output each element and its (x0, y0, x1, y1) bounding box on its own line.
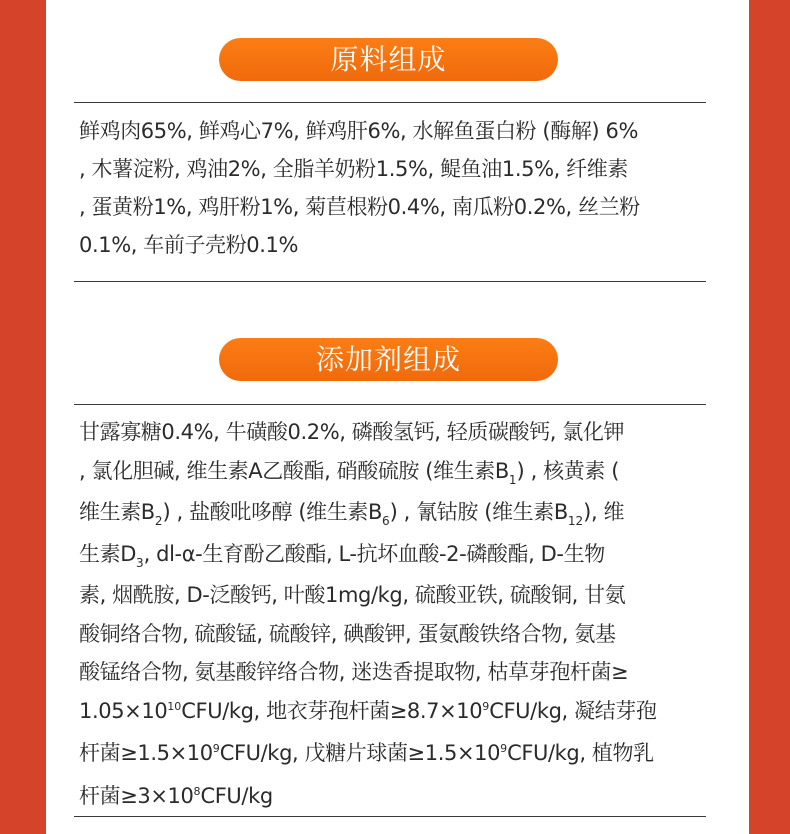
additives-line (79, 615, 739, 654)
text-run: ) , 盐酸吡哆醇 (维生素B (162, 500, 382, 524)
text-run: 杆菌≥3×10 (79, 783, 194, 808)
additives-line (79, 452, 739, 494)
ingredients-line: 0.1%, 车前子壳粉0.1% (79, 233, 299, 257)
text-run: 酸锰络合物, 氨基酸锌络合物, 迷迭香提取物, 枯草芽孢杆菌≥ (79, 660, 629, 684)
divider (74, 404, 706, 405)
ingredients-line: 鲜鸡肉65%, 鲜鸡心7%, 鲜鸡肝6%, 水解鱼蛋白粉 (酶解) 6% (79, 119, 639, 143)
text-run: CFU/kg (200, 783, 273, 808)
divider (74, 102, 706, 103)
subscript: 2 (154, 514, 163, 528)
text-run: 1.05×10 (79, 698, 168, 723)
ingredients-line: , 蛋黄粉1%, 鸡肝粉1%, 菊苣根粉0.4%, 南瓜粉0.2%, 丝兰粉 (79, 195, 640, 219)
text-run: CFU/kg, 凝结芽孢 (489, 698, 657, 723)
additives-line (79, 734, 739, 777)
superscript: 9 (482, 699, 490, 713)
text-run: , dl-α-生育酚乙酸酯, L-抗坏血酸-2-磷酸酯, D-生物 (143, 541, 605, 566)
additives-text (79, 413, 739, 819)
divider (74, 816, 706, 817)
ingredients-line: , 木薯淀粉, 鸡油2%, 全脂羊奶粉1.5%, 鳀鱼油1.5%, 纤维素 (79, 157, 628, 181)
text-run: 酸铜络合物, 硫酸锰, 硫酸锌, 碘酸钾, 蛋氨酸铁络合物, 氨基 (79, 621, 616, 646)
text-run: ) , 氰钴胺 (维生素B (389, 500, 568, 524)
additives-line (79, 493, 739, 535)
text-run: 素, 烟酰胺, D-泛酸钙, 叶酸1mg/kg, 硫酸亚铁, 硫酸铜, 甘氨 (79, 583, 626, 607)
text-run: 维生素B (79, 500, 155, 524)
additives-line (79, 653, 739, 692)
additives-line (79, 535, 739, 577)
subscript: 3 (135, 555, 144, 570)
additives-line (79, 413, 739, 452)
subscript: 1 (508, 472, 517, 487)
additives-line (79, 576, 739, 615)
text-run: 杆菌≥1.5×10 (79, 741, 213, 765)
superscript: 9 (212, 742, 220, 755)
text-run: 生素D (79, 541, 136, 566)
ingredients-heading: 原料组成 (219, 38, 558, 81)
subscript: 12 (567, 514, 584, 528)
additives-line (79, 692, 739, 735)
text-run: CFU/kg, 地衣芽孢杆菌≥8.7×10 (181, 698, 483, 723)
text-run: CFU/kg, 植物乳 (507, 741, 654, 765)
text-run: CFU/kg, 戊糖片球菌≥1.5×10 (219, 741, 501, 765)
additives-line (79, 777, 739, 820)
superscript: 10 (167, 699, 182, 713)
superscript: 9 (500, 742, 508, 755)
text-run: ) , 核黄素 ( (516, 458, 620, 483)
content-panel (46, 0, 749, 834)
subscript: 6 (381, 514, 390, 528)
text-run: , 氯化胆碱, 维生素A乙酸酯, 硝酸硫胺 (维生素B (79, 458, 509, 483)
divider (74, 281, 706, 282)
additives-heading: 添加剂组成 (219, 338, 558, 381)
text-run: 甘露寡糖0.4%, 牛磺酸0.2%, 磷酸氢钙, 轻质碳酸钙, 氯化钾 (79, 420, 625, 444)
superscript: 8 (193, 784, 201, 798)
text-run: ), 维 (583, 500, 625, 524)
ingredients-text (79, 112, 739, 264)
